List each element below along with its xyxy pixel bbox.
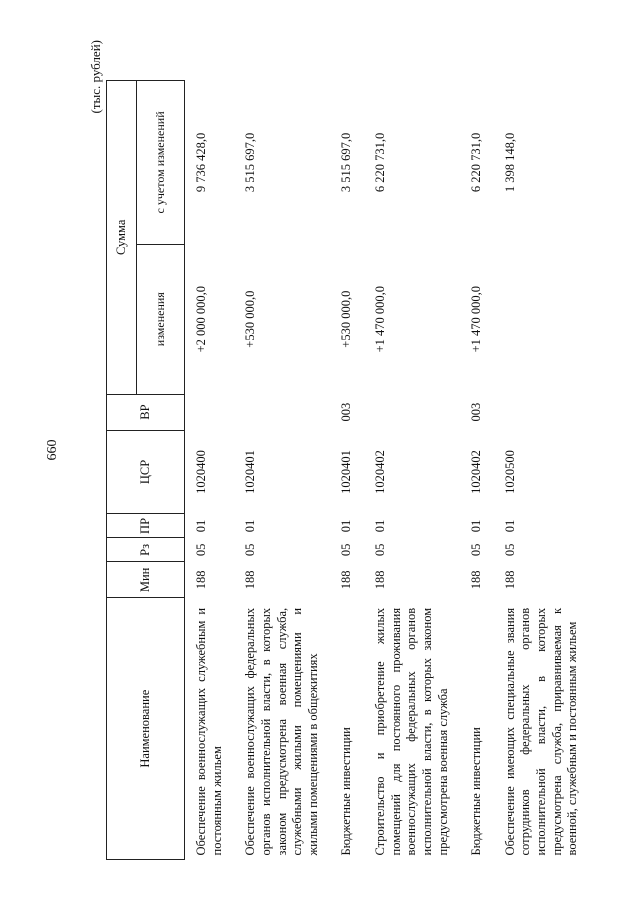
table-header — [107, 81, 185, 860]
row-csr: 1020401 — [339, 450, 354, 494]
header-name: Наименование — [107, 598, 185, 860]
row-change: +1 470 000,0 — [469, 285, 484, 353]
row-pr: 01 — [469, 519, 484, 533]
row-min: 188 — [194, 570, 208, 590]
row-name: Строительство и приобретение жилых помещений для постоянного проживания военнослужащих федеральных органов исполнительной власти, в которых законом предусмотрена военная служба — [373, 607, 450, 856]
row-min: 188 — [339, 570, 354, 590]
row-change: +530 000,0 — [243, 290, 258, 348]
table-row — [494, 81, 590, 860]
row-total: 1 398 148,0 — [502, 132, 517, 193]
rotated-page — [40, 40, 600, 860]
row-change: +2 000 000,0 — [194, 285, 208, 353]
row-csr: 1020402 — [469, 450, 484, 494]
header-pr: ПР — [107, 514, 185, 538]
row-change: +1 470 000,0 — [373, 285, 387, 353]
row-total: 9 736 428,0 — [194, 132, 208, 193]
row-csr: 1020401 — [243, 450, 258, 494]
header-changes: изменения — [137, 244, 185, 394]
header-sum: Сумма — [107, 81, 137, 395]
table-row — [364, 81, 460, 860]
table-row — [460, 81, 494, 860]
page-number: 660 — [45, 439, 60, 461]
row-vr — [234, 394, 330, 430]
row-rz: 05 — [194, 543, 208, 557]
row-name: Обеспечение военнослужащих федеральных органов исполнительной власти, в которых законом предусмотрена военная служба, служебными жилыми помещениями и жилыми помещениями в общежитиях — [243, 607, 320, 856]
row-vr — [185, 394, 235, 430]
row-csr: 1020400 — [194, 450, 208, 494]
row-min: 188 — [502, 570, 517, 590]
row-csr: 1020500 — [502, 450, 517, 494]
table-row — [330, 81, 364, 860]
header-vr: ВР — [107, 394, 185, 430]
row-pr: 01 — [373, 519, 387, 533]
row-rz: 05 — [469, 543, 484, 557]
header-min: Мин — [107, 562, 185, 598]
row-min: 188 — [469, 570, 484, 590]
row-total: 6 220 731,0 — [373, 132, 387, 193]
row-change: +530 000,0 — [339, 290, 354, 348]
row-pr: 01 — [243, 519, 258, 533]
row-csr: 1020402 — [373, 450, 387, 494]
table-row — [185, 81, 235, 860]
row-vr — [494, 394, 590, 430]
row-vr: 003 — [339, 402, 354, 422]
row-pr: 01 — [339, 519, 354, 533]
row-rz: 05 — [502, 543, 517, 557]
row-name: Обеспечение военнослужащих служебным и постоянным жильем — [194, 607, 224, 856]
row-name: Бюджетные инвестиции — [469, 727, 484, 856]
units-label: (тыс. рублей) — [88, 40, 103, 114]
row-total: 3 515 697,0 — [243, 132, 258, 193]
header-rz: Рз — [107, 538, 185, 562]
row-min: 188 — [243, 570, 258, 590]
row-rz: 05 — [373, 543, 387, 557]
row-min: 188 — [373, 570, 387, 590]
row-vr: 003 — [469, 402, 484, 422]
row-name: Обеспечение имеющих специальные звания сотрудников федеральных органов исполнительной власти, в которых предусмотрена служба, приравниваемая к военной, служебным и постоянным жильем — [502, 607, 580, 856]
row-total: 6 220 731,0 — [469, 132, 484, 193]
row-change — [494, 244, 590, 394]
budget-table — [106, 80, 590, 860]
row-rz: 05 — [339, 543, 354, 557]
header-csr: ЦСР — [107, 430, 185, 514]
table-row — [234, 81, 330, 860]
row-name: Бюджетные инвестиции — [339, 727, 354, 856]
row-pr: 01 — [502, 519, 517, 533]
row-total: 3 515 697,0 — [339, 132, 354, 193]
row-rz: 05 — [243, 543, 258, 557]
header-with-changes: с учетом изменений — [137, 81, 185, 245]
row-pr: 01 — [194, 519, 208, 533]
row-vr — [364, 394, 460, 430]
